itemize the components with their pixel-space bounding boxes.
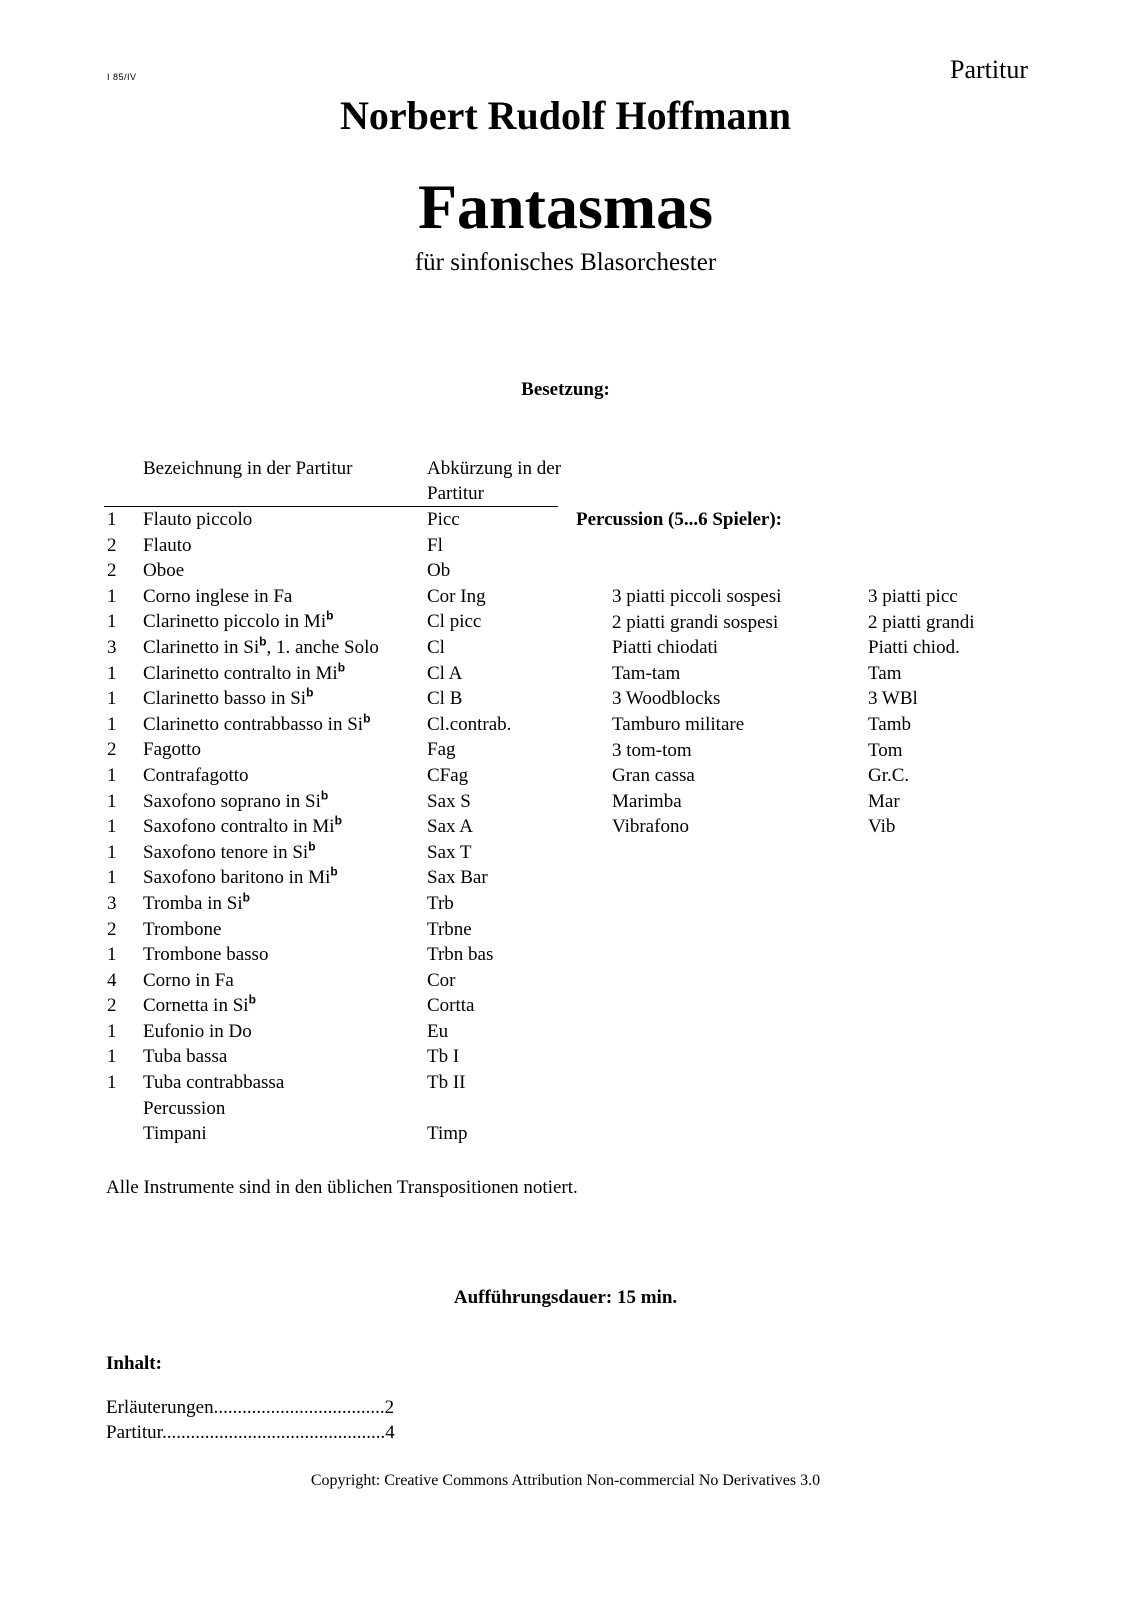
instrument-abbreviation: Sax Bar — [427, 867, 488, 889]
percussion-abbreviation: Tamb — [868, 713, 911, 735]
instrument-name-text: Saxofono contralto in Mi — [143, 816, 335, 838]
instrument-abbreviation: Cl B — [427, 688, 463, 710]
instrument-name-text: Cornetta in Si — [143, 995, 249, 1017]
toc-label: Erläuterungen — [106, 1397, 214, 1418]
instrument-count: 1 — [107, 1046, 117, 1068]
instrument-count: 1 — [107, 764, 117, 786]
flat-sign: b — [248, 992, 256, 1007]
instrument-abbreviation: Cl.contrab. — [427, 713, 512, 735]
instrument-count: 1 — [107, 944, 117, 966]
instrument-name — [143, 558, 184, 584]
instrument-abbreviation: Sax S — [427, 790, 471, 812]
instrument-name — [143, 584, 292, 610]
percussion-name: 2 piatti grandi sospesi — [612, 611, 779, 633]
flat-sign: b — [242, 890, 250, 905]
instrument-name-text: Saxofono soprano in Si — [143, 790, 321, 812]
instrument-abbreviation: Timp — [427, 1123, 468, 1145]
percussion-abbreviation: 2 piatti grandi — [868, 611, 975, 633]
work-subtitle: für sinfonisches Blasorchester — [414, 249, 717, 276]
instrument-name — [143, 635, 379, 661]
instrument-abbreviation: Tb II — [427, 1072, 466, 1094]
instrument-abbreviation: Sax T — [427, 841, 472, 863]
flat-sign: b — [337, 660, 346, 675]
percussion-name: Marimba — [612, 790, 682, 812]
instrument-name — [143, 917, 221, 943]
instrument-name — [143, 712, 370, 738]
instrument-name-text: Clarinetto in Si — [143, 636, 260, 658]
flat-sign: b — [334, 813, 342, 828]
instrument-count: 1 — [107, 611, 117, 633]
instrument-name — [143, 814, 342, 840]
instrument-name — [143, 686, 313, 712]
toc-dots: ............................................... — [161, 1422, 386, 1443]
instrument-count: 1 — [107, 662, 117, 684]
instrument-name — [143, 507, 252, 533]
instrument-name — [143, 1121, 207, 1147]
instrument-name-text: Fagotto — [143, 739, 202, 761]
instrument-name — [143, 789, 328, 815]
instrument-count: 2 — [107, 918, 117, 940]
instrument-count: 2 — [107, 534, 117, 556]
flat-sign: b — [330, 864, 338, 879]
instrument-name-text: Timpani — [143, 1123, 207, 1145]
instrument-name-text: Clarinetto basso in Si — [143, 688, 307, 710]
instrument-count: 4 — [107, 969, 117, 991]
instrument-name — [143, 942, 268, 968]
instrument-name-text: Clarinetto piccolo in Mi — [143, 611, 327, 633]
composer-name: Norbert Rudolf Hoffmann — [339, 93, 792, 138]
instrument-name — [143, 865, 338, 891]
flat-sign: b — [306, 685, 314, 700]
instrument-name-text: Oboe — [143, 560, 185, 582]
percussion-abbreviation: 3 WBl — [868, 688, 918, 710]
instrument-name — [143, 1096, 225, 1122]
performance-duration: Aufführungsdauer: 15 min. — [453, 1287, 678, 1308]
instrument-name — [143, 533, 192, 559]
toc-entry — [106, 1395, 395, 1420]
toc-dots: .................................... — [213, 1397, 385, 1418]
flat-sign: b — [326, 609, 334, 624]
instrument-abbreviation: Picc — [427, 509, 460, 530]
instrument-count: 1 — [107, 713, 117, 735]
toc-page: 2 — [384, 1397, 395, 1418]
instrument-name-text: Clarinetto contrabbasso in Si — [143, 713, 364, 735]
work-title: Fantasmas — [417, 171, 714, 242]
instrument-name-text: Tuba bassa — [143, 1046, 228, 1068]
percussion-name: 3 piatti piccoli sospesi — [612, 586, 782, 607]
instrument-abbreviation: Trb — [427, 892, 454, 914]
instrument-name-text: Tromba in Si — [143, 892, 243, 914]
instrument-count: 1 — [107, 509, 117, 530]
contents-heading: Inhalt: — [106, 1353, 162, 1374]
instrumentation-heading: Besetzung: — [521, 379, 610, 400]
instrument-count: 3 — [107, 636, 117, 658]
instrument-abbreviation: Trbne — [427, 918, 472, 940]
percussion-abbreviation: 3 piatti picc — [868, 586, 958, 607]
instrument-name-text: Flauto piccolo — [143, 509, 253, 530]
instrument-abbreviation: Ob — [427, 560, 451, 582]
instrument-abbreviation: Cl — [427, 636, 445, 658]
instrument-name-suffix: , 1. anche Solo — [266, 636, 379, 658]
instrument-count: 2 — [107, 560, 117, 582]
toc-entry — [106, 1420, 395, 1445]
instrument-name-text: Trombone — [143, 918, 222, 940]
flat-sign: b — [320, 788, 329, 803]
instrument-name — [143, 609, 333, 635]
instrument-name — [143, 968, 234, 994]
instrument-count: 1 — [107, 867, 117, 889]
transposition-note: Alle Instrumente sind in den üblichen Transpositionen notiert. — [106, 1177, 578, 1198]
percussion-abbreviation: Tam — [868, 662, 902, 684]
instrument-abbreviation: Cl picc — [427, 611, 482, 633]
document-type: Partitur — [950, 55, 1028, 84]
percussion-heading: Percussion (5...6 Spieler): — [576, 509, 782, 530]
percussion-name: Vibrafono — [612, 816, 689, 838]
instrument-name — [143, 763, 249, 789]
instrument-count: 1 — [107, 1020, 117, 1042]
instrument-count: 2 — [107, 995, 117, 1017]
instrument-abbreviation: Cl A — [427, 662, 463, 684]
instrument-count: 1 — [107, 816, 117, 838]
percussion-abbreviation: Gr.C. — [868, 765, 910, 787]
toc-label: Partitur — [106, 1422, 162, 1443]
instrument-name-text: Contrafagotto — [143, 764, 249, 786]
instrument-count: 1 — [107, 841, 117, 863]
instrument-name — [143, 993, 256, 1019]
instrument-name-text: Clarinetto contralto in Mi — [143, 662, 338, 684]
instrument-name — [143, 840, 316, 866]
percussion-name: Gran cassa — [612, 765, 695, 787]
toc-page: 4 — [385, 1422, 395, 1443]
instrument-abbreviation: Cortta — [427, 995, 475, 1017]
instrument-name-text: Eufonio in Do — [143, 1020, 252, 1042]
instrument-name — [143, 737, 201, 763]
percussion-abbreviation: Vib — [868, 816, 896, 838]
instrument-abbreviation: Tb I — [427, 1046, 460, 1068]
instrument-abbreviation: Fag — [427, 739, 456, 761]
percussion-name: Tam-tam — [612, 662, 681, 684]
flat-sign: b — [363, 711, 371, 726]
instrument-name-text: Percussion — [143, 1097, 226, 1119]
instrument-name-text: Saxofono tenore in Si — [143, 841, 309, 863]
percussion-abbreviation: Tom — [868, 739, 903, 761]
instrument-abbreviation: Fl — [427, 534, 443, 556]
instrument-count: 2 — [107, 739, 117, 761]
percussion-name: 3 tom-tom — [612, 739, 692, 761]
instrument-abbreviation: Sax A — [427, 816, 473, 838]
column-header-name: Bezeichnung in der Partitur — [143, 458, 353, 479]
instrument-count: 1 — [107, 585, 117, 607]
copyright-notice: Copyright: Creative Commons Attribution Non-commercial No Derivatives 3.0 — [310, 1472, 821, 1489]
instrument-name-text: Trombone basso — [143, 944, 269, 966]
instrument-abbreviation: Cor — [427, 969, 456, 991]
percussion-abbreviation: Mar — [868, 790, 900, 812]
instrument-name-text: Tuba contrabbassa — [143, 1072, 285, 1094]
instrument-name — [143, 1070, 284, 1096]
instrument-name — [143, 1044, 227, 1070]
instrument-name — [143, 661, 345, 687]
instrument-abbreviation: Trbn bas — [427, 944, 494, 966]
instrument-count: 3 — [107, 892, 117, 914]
instrument-name-text: Saxofono baritono in Mi — [143, 867, 331, 889]
instrument-count: 1 — [107, 688, 117, 710]
catalog-code: I 85/IV — [107, 72, 137, 82]
percussion-name: 3 Woodblocks — [612, 688, 721, 710]
percussion-abbreviation: Piatti chiod. — [868, 637, 960, 659]
column-header-abbreviation: Abkürzung in der Partitur — [427, 458, 562, 504]
instrument-abbreviation: Eu — [427, 1020, 449, 1042]
instrument-name-text: Flauto — [143, 534, 192, 556]
flat-sign: b — [308, 839, 316, 854]
percussion-name: Tamburo militare — [612, 713, 745, 735]
instrument-abbreviation: Cor Ing — [427, 585, 486, 607]
instrument-name-text: Corno in Fa — [143, 969, 234, 991]
instrument-name-text: Corno inglese in Fa — [143, 585, 293, 607]
percussion-name: Piatti chiodati — [612, 637, 719, 659]
instrument-name — [143, 891, 250, 917]
instrument-abbreviation: CFag — [427, 764, 469, 786]
instrument-count: 1 — [107, 790, 117, 812]
flat-sign: b — [259, 634, 267, 649]
table-of-contents — [106, 1395, 395, 1445]
instrument-name — [143, 1019, 252, 1045]
instrument-count: 1 — [107, 1072, 117, 1094]
